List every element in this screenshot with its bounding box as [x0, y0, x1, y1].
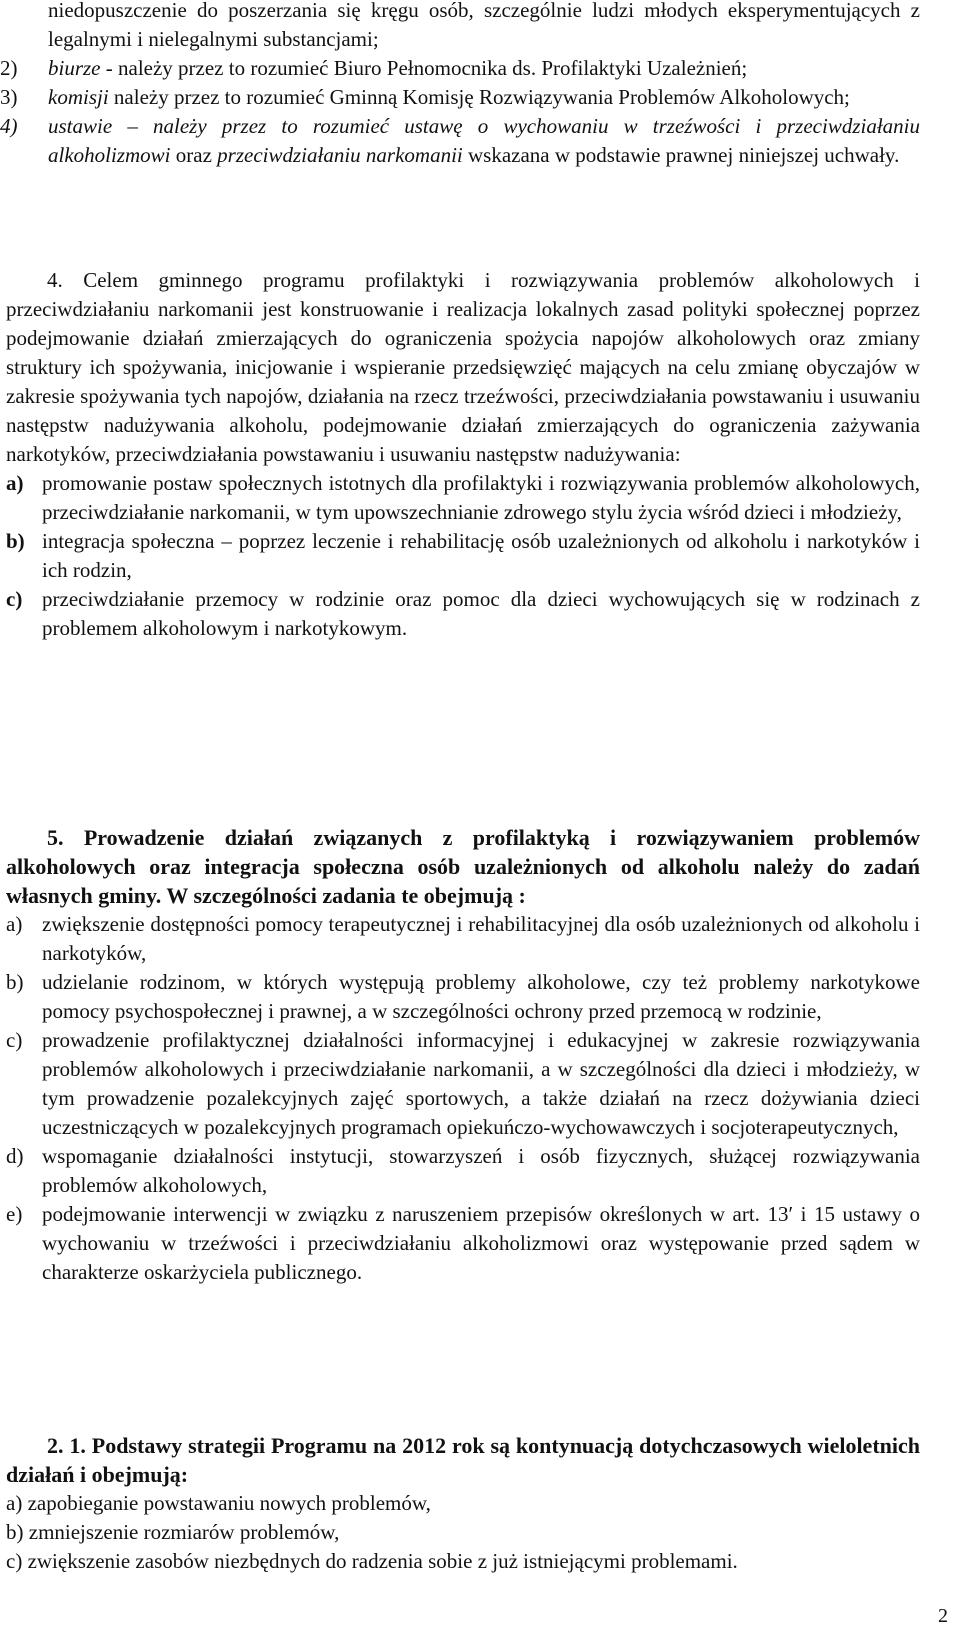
continuation-text: niedopuszczenie do poszerzania się kręgu osób, szczególnie ludzi młodych eksperymentujących z legalnymi i nielegalnymi substancjami; [48, 0, 920, 51]
strategy-item-a: a) zapobieganie powstawaniu nowych problemów, [6, 1491, 431, 1515]
strategy-item-b: b) zmniejszenie rozmiarów problemów, [6, 1520, 340, 1544]
definition-4 [0, 112, 920, 170]
definition-term-2: przeciwdziałaniu narkomanii [217, 143, 463, 167]
item-marker: d) [6, 1144, 24, 1168]
item-text: promowanie postaw społecznych istotnych dla profilaktyki i rozwiązywania problemów alkoholowych, przeciwdziałanie narkomanii, w tym upowszechnianie zdrowego stylu życia wśród dzieci i młodzieży, [42, 471, 920, 524]
item-text: przeciwdziałanie przemocy w rodzinie oraz pomoc dla dzieci wychowujących się w rodzinach z problemem alkoholowym i narkotykowym. [42, 587, 920, 640]
section-4-item-b [6, 527, 920, 585]
section-5 [6, 823, 920, 1287]
section-4-intro: 4. Celem gminnego programu profilaktyki i rozwiązywania problemów alkoholowych i przeciwdziałaniu narkomanii jest konstruowanie i realizacja lokalnych zasad polityki społecznej poprzez podejmowanie działań zmierzających do ograniczenia spożycia napojów alkoholowych oraz zmiany struktury ich spożywania, inicjowanie i wspieranie przedsięwzięć mających na celu zmianę obyczajów w zakresie spożywania tych napojów, działania na rzecz trzeźwości, przeciwdziałania powstawaniu i usuwaniu następstw nadużywania alkoholu, podejmowanie działań zmierzających do ograniczenia zażywania narkotyków, przeciwdziałania powstawaniu i usuwaniu następstw nadużywania: [6, 268, 920, 466]
item-marker: b) [6, 970, 24, 994]
definition-term: biurze [48, 56, 101, 80]
definition-marker: 3) [0, 85, 18, 109]
section-2-1 [6, 1431, 920, 1576]
item-marker: a) [6, 471, 24, 495]
section-4 [6, 266, 920, 643]
page-number: 2 [938, 1605, 948, 1627]
section-5-heading: 5. Prowadzenie działań związanych z profilaktyką i rozwiązywaniem problemów alkoholowych oraz integracja społeczna osób uzależnionych od alkoholu należy do zadań własnych gminy. W szczególności zadania te obejmują : [6, 825, 920, 908]
section-2-1-heading: 2. 1. Podstawy strategii Programu na 2012 rok są kontynuacją dotychczasowych wieloletnich działań i obejmują: [6, 1433, 920, 1487]
definition-marker: 4) [0, 114, 18, 138]
top-block [0, 0, 920, 170]
definition-text: należy przez to rozumieć Gminną Komisję Rozwiązywania Problemów Alkoholowych; [108, 85, 850, 109]
strategy-item-c: c) zwiększenie zasobów niezbędnych do radzenia sobie z już istniejącymi problemami. [6, 1549, 738, 1573]
item-text: integracja społeczna – poprzez leczenie i rehabilitację osób uzależnionych od alkoholu i narkotyków i ich rodzin, [42, 529, 920, 582]
item-text: zwiększenie dostępności pomocy terapeutycznej i rehabilitacyjnej dla osób uzależnionych od alkoholu i narkotyków, [42, 912, 920, 965]
item-text: wspomaganie działalności instytucji, stowarzyszeń i osób fizycznych, służącej rozwiązywania problemów alkoholowych, [42, 1144, 920, 1197]
section-5-item-b [6, 968, 920, 1026]
item-text: udzielanie rodzinom, w których występują problemy alkoholowe, czy też problemy narkotykowe pomocy psychospołecznej i prawnej, a w szczególności ochrony przed przemocą w rodzinie, [42, 970, 920, 1023]
section-5-item-c [6, 1026, 920, 1142]
section-number: 4. [47, 268, 63, 292]
section-4-item-c [6, 585, 920, 643]
section-4-item-a [6, 469, 920, 527]
definition-marker: 2) [0, 56, 18, 80]
definition-conjunction: oraz [170, 143, 218, 167]
definition-term: ustawie – należy przez to rozumieć ustawę o wychowaniu w trzeźwości i przeciwdziałaniu alkoholizmowi [48, 114, 920, 167]
definition-text: - należy przez to rozumieć Biuro Pełnomocnika ds. Profilaktyki Uzależnień; [100, 56, 748, 80]
definition-2 [0, 54, 920, 83]
section-5-item-e [6, 1200, 920, 1287]
definition-3 [0, 83, 920, 112]
item-text: podejmowanie interwencji w związku z naruszeniem przepisów określonych w art. 13′ i 15 ustawy o wychowaniu w trzeźwości i przeciwdziałaniu alkoholizmowi oraz występowanie przed sądem w charakterze oskarżyciela publicznego. [42, 1202, 920, 1284]
section-5-item-a [6, 910, 920, 968]
item-marker: e) [6, 1202, 23, 1226]
item-marker: b) [6, 529, 25, 553]
item-text: prowadzenie profilaktycznej działalności informacyjnej i edukacyjnej w zakresie rozwiązywania problemów alkoholowych i przeciwdziałanie narkomanii, a w szczególności dla dzieci i młodzieży, w tym prowadzenie pozalekcyjnych zajęć sportowych, a także działań na rzecz dożywiania dzieci uczestniczących w pozalekcyjnych programach opiekuńczo-wychowawczych i socjoterapeutycznych, [42, 1028, 920, 1139]
item-marker: c) [6, 1028, 23, 1052]
definition-text: wskazana w podstawie prawnej niniejszej uchwały. [462, 143, 900, 167]
item-marker: a) [6, 912, 23, 936]
definition-term: komisji [48, 85, 109, 109]
section-5-item-d [6, 1142, 920, 1200]
item-marker: c) [6, 587, 23, 611]
